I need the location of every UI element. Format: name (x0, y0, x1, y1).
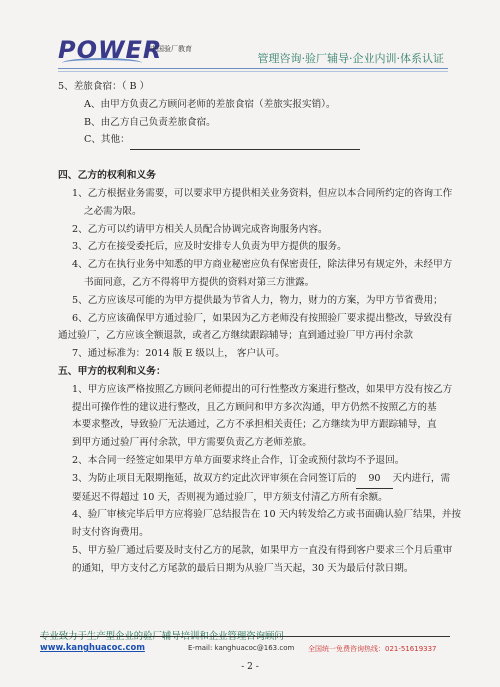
s5-item-1-cont-c: 到甲方通过验厂再付余款，甲方需要负责乙方老师差旅。 (72, 437, 312, 449)
s5-item-5: 5、甲方验厂通过后要及时支付乙方的尾款，如果甲方一直没有得到客户要求三个月后重审 (72, 544, 453, 556)
footer-divider (40, 636, 450, 637)
s5-item-3-cont: 要延迟不得超过 10 天，否则视为通过验厂，甲方须支付清乙方所有余额。 (72, 491, 388, 503)
s5-item-3-pre: 3、为防止项目无限期拖延，故双方约定此次评审须在合同签订后的 (72, 472, 357, 484)
s5-item-5-cont: 的通知，甲方支付乙方尾款的最后日期为从验厂当天起，30 天为最后付款日期。 (72, 562, 414, 574)
page-number: - 2 - (241, 662, 259, 672)
s4-item-4-cont: 书面同意，乙方不得将甲方提供的资料对第三方泄露。 (84, 276, 315, 288)
s4-item-6-cont: 通过验厂，乙方应该全额退款，或者乙方继续跟踪辅导；直到通过验厂甲方再付余款 (58, 330, 413, 342)
travel-option-a: A、由甲方负责乙方顾问老师的差旅食宿（差旅实报实销）。 (84, 98, 336, 110)
deadline-days-value: 90 (356, 470, 392, 489)
header-divider-secondary (58, 71, 448, 72)
s4-item-6: 6、乙方应该确保甲方通过验厂，如果因为乙方老师没有按照验厂要求提出整改，导致没有 (72, 312, 453, 324)
section-5-heading: 五、甲方的权利和义务： (58, 365, 166, 377)
s5-item-4-cont: 时支付咨询费用。 (72, 527, 149, 539)
logo-subtitle: 中国验厂教育 (150, 45, 192, 53)
header-slogan: 管理咨询·验厂辅导·企业内训·体系认证 (257, 52, 444, 65)
s5-item-1-cont-a: 提出可操作性的建议进行整改，且乙方顾问和甲方多次沟通，甲方仍然不按照乙方的基 (72, 401, 437, 413)
s4-item-7: 7、通过标准为：2014 版 E 级以上， 客户认可。 (72, 348, 285, 360)
s5-item-4: 4、验厂审核完毕后甲方应将验厂总结报告在 10 天内转发给乙方或书面确认验厂结果，并按 (72, 509, 461, 521)
s4-item-5: 5、乙方应该尽可能的为甲方提供最为节省人力，物力，财力的方案，为甲方节省费用； (72, 294, 443, 306)
s4-item-2: 2、乙方可以约请甲方相关人员配合协调完成咨询服务内容。 (72, 223, 328, 235)
s4-item-3: 3、乙方在接受委托后，应及时安排专人负责为甲方提供的服务。 (72, 241, 347, 253)
travel-clause: 5、差旅食宿：（ B ） (58, 81, 150, 92)
footer-hotline: 全国统一免费咨询热线：021-51619337 (308, 645, 437, 653)
travel-option-c-label: C、其他： (84, 134, 130, 146)
logo-text: POWER (58, 36, 163, 64)
travel-option-b: B、由乙方自己负责差旅食宿。 (84, 116, 216, 128)
logo-swoosh-icon (62, 58, 142, 68)
s5-item-3-post: 天内进行，需 (392, 472, 451, 484)
header-divider (58, 68, 448, 69)
contract-body (58, 78, 461, 578)
blank-line (130, 131, 360, 150)
page-header (0, 0, 500, 76)
s5-item-2: 2、本合同一经签定如果甲方单方面要求终止合作，订金或预付款均不予退回。 (72, 454, 405, 466)
s4-item-4: 4、乙方在执行业务中知悉的甲方商业秘密应负有保密责任，除法律另有规定外，未经甲方 (72, 259, 453, 271)
s4-item-1: 1、乙方根据业务需要，可以要求甲方提供相关业务资料，但应以本合同所约定的咨询工作 (72, 187, 453, 199)
footer-tagline: 专业致力于生产型企业的验厂辅导培训和企业管理咨询顾问 (40, 631, 284, 642)
footer-website-link[interactable]: www.kanghuacoc.com (40, 642, 145, 652)
s4-item-1-cont: 之必需为限。 (84, 205, 142, 217)
footer-contacts (40, 642, 450, 652)
s5-item-1-cont-b: 本要求整改，导致验厂无法通过，乙方不承担相关责任；乙方继续为甲方跟踪辅导，直 (72, 419, 437, 431)
s5-item-3 (58, 470, 450, 489)
s5-item-1: 1、甲方应该严格按照乙方顾问老师提出的可行性整改方案进行整改，如果甲方没有按乙方 (72, 383, 453, 395)
section-4-heading: 四、乙方的权利和义务 (58, 170, 156, 182)
footer-email[interactable]: E-mail: kanghuacoc@163.com (188, 644, 295, 652)
travel-option-c (58, 131, 450, 150)
